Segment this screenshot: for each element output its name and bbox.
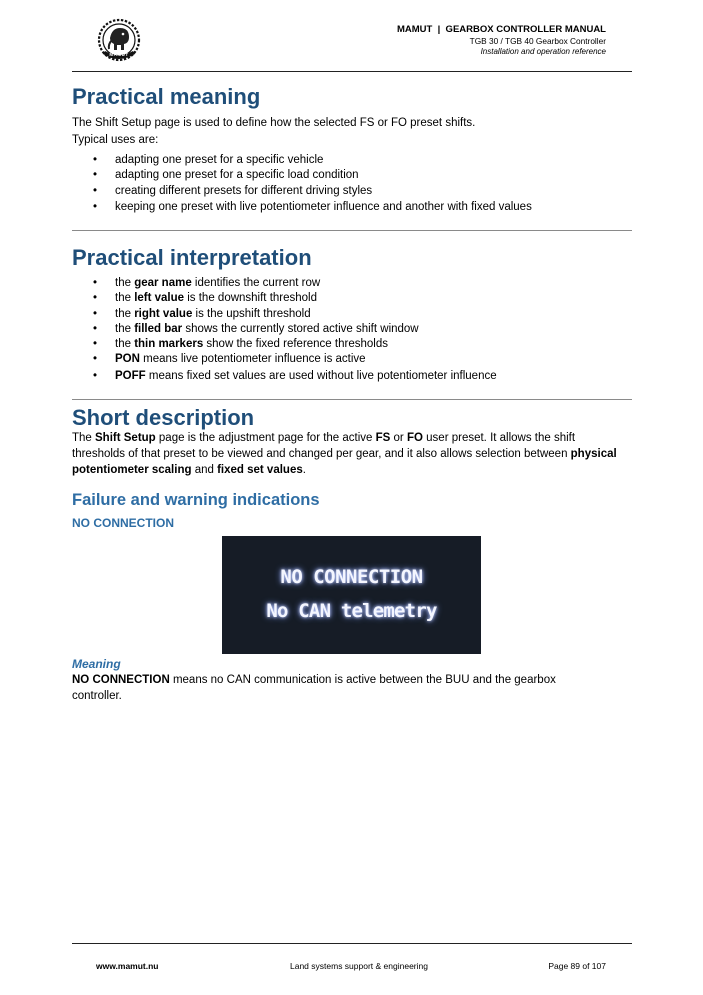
bullet-icon: •: [93, 338, 98, 351]
list-item: • PON means live potentiometer influence is active: [72, 352, 632, 367]
typical-uses-list: [72, 153, 632, 215]
list-item: • adapting one preset for a specific load condition: [72, 168, 632, 183]
bullet-icon: •: [93, 307, 98, 320]
no-connection-subheading: NO CONNECTION: [72, 516, 174, 530]
bullet-icon: •: [93, 277, 98, 289]
header-divider: [72, 71, 632, 72]
header-title: MAMUT | GEARBOX CONTROLLER MANUAL: [396, 24, 606, 35]
failure-heading: Failure and warning indications: [72, 491, 320, 509]
list-item: • the right value is the upshift threshold: [72, 307, 632, 322]
short-description-heading: Short description: [72, 405, 255, 430]
logo-text: MAMUT: [109, 52, 129, 57]
header-reference: Installation and operation reference: [480, 47, 606, 56]
bullet-icon: •: [93, 200, 98, 213]
list-item: • the thin markers show the fixed reference thresholds: [72, 337, 632, 352]
practical-meaning-intro: The Shift Setup page is used to define how the selected FS or FO preset shifts.: [72, 117, 476, 129]
bullet-icon: •: [93, 369, 98, 382]
bullet-icon: •: [93, 184, 98, 197]
footer-website[interactable]: www.mamut.nu: [96, 961, 159, 971]
header-subtitle: TGB 30 / TGB 40 Gearbox Controller: [469, 36, 606, 46]
list-item: • the left value is the downshift threshold: [72, 291, 632, 306]
list-item: • keeping one preset with live potentiometer influence and another with fixed values: [72, 200, 632, 215]
bullet-icon: •: [93, 169, 98, 182]
list-item: • the filled bar shows the currently stored active shift window: [72, 322, 632, 337]
mamut-logo: [94, 18, 144, 64]
meaning-text: NO CONNECTION means no CAN communication is active between the BUU and the gearbox controller.: [72, 674, 556, 702]
list-item: • POFF means fixed set values are used without live potentiometer influence: [72, 369, 632, 384]
footer-page-number: Page 89 of 107: [548, 961, 606, 971]
display-screenshot: [222, 536, 481, 654]
bullet-icon: •: [93, 353, 98, 366]
practical-interpretation-heading: Practical interpretation: [72, 245, 312, 270]
bullet-icon: •: [93, 154, 98, 166]
section-divider: [72, 230, 632, 231]
footer-tagline: Land systems support & engineering: [290, 961, 428, 971]
meaning-label: Meaning: [72, 657, 121, 671]
interpretation-list: [72, 276, 632, 384]
document-header: [397, 24, 606, 57]
bullet-icon: •: [93, 292, 98, 305]
short-description-text: The Shift Setup page is the adjustment page for the active FS or FO user preset. It allows the shift thresholds of that preset to be viewed and changed per gear, and it also allows selection between physical potentiometer scaling and fixed set values.: [72, 432, 617, 476]
practical-meaning-heading: Practical meaning: [72, 84, 261, 109]
list-item: • adapting one preset for a specific vehicle: [72, 153, 632, 168]
screen-line-2: No CAN telemetry: [266, 600, 437, 622]
typical-uses-label: Typical uses are:: [72, 134, 159, 146]
section-divider: [72, 399, 632, 400]
list-item: • the gear name identifies the current row: [72, 276, 632, 291]
footer-divider: [72, 943, 632, 944]
screen-line-1: NO CONNECTION: [280, 566, 423, 588]
mamut-emblem-icon: [94, 18, 144, 64]
list-item: • creating different presets for different driving styles: [72, 184, 632, 199]
bullet-icon: •: [93, 322, 98, 335]
